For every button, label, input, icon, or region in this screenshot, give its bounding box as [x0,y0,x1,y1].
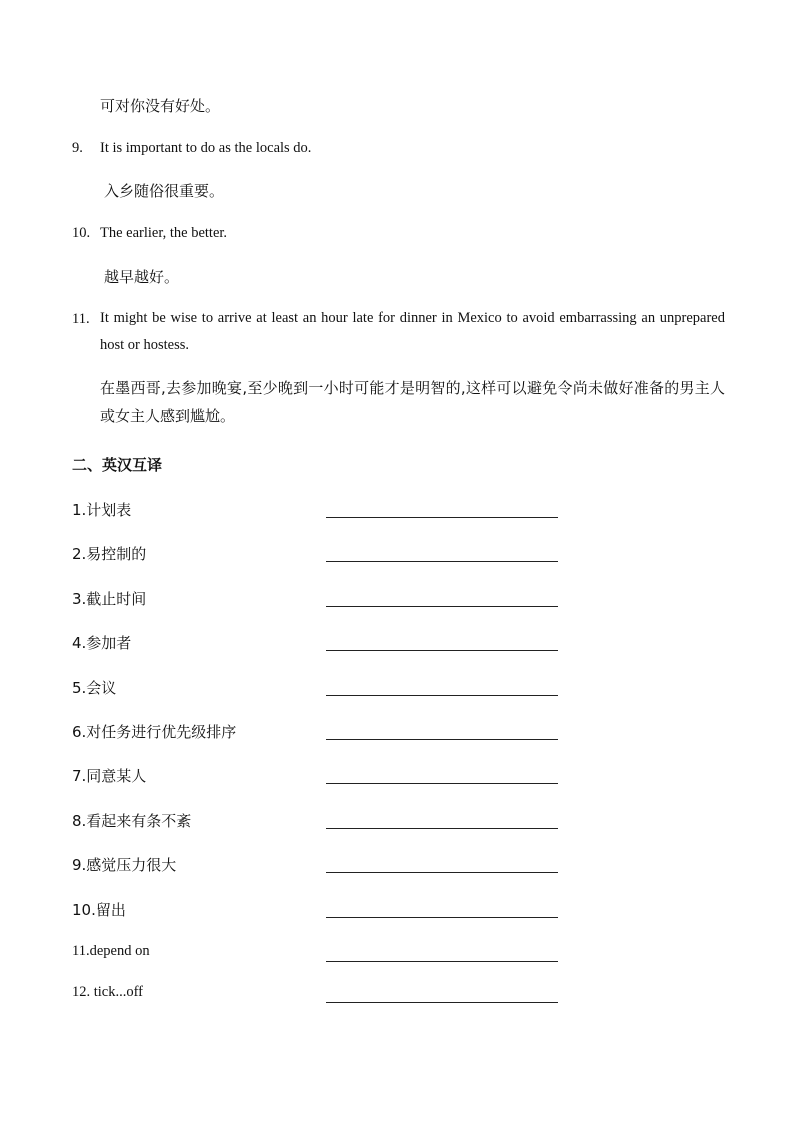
vocab-prompt: 12. tick...off [72,984,144,1000]
item-number-11: 11. [72,311,90,327]
answer-blank[interactable] [326,961,558,962]
vocab-row [72,721,562,743]
item-9-english: It is important to do as the locals do. [100,140,312,156]
vocab-prompt: 8.看起来有条不紊 [72,812,192,830]
answer-blank[interactable] [326,783,558,784]
answer-blank[interactable] [326,917,558,918]
vocab-row [72,984,562,1006]
answer-blank[interactable] [326,606,558,607]
answer-blank[interactable] [326,1002,558,1003]
vocab-row [72,499,562,521]
continuation-translation: 可对你没有好处。 [100,97,221,115]
vocab-row [72,810,562,832]
answer-blank[interactable] [326,828,558,829]
answer-blank[interactable] [326,695,558,696]
answer-blank[interactable] [326,739,558,740]
vocab-prompt: 10.留出 [72,901,126,919]
vocab-row [72,765,562,787]
answer-blank[interactable] [326,872,558,873]
item-number-10: 10. [72,225,91,241]
vocab-prompt: 4.参加者 [72,634,132,652]
vocab-prompt: 9.感觉压力很大 [72,856,177,874]
vocab-prompt: 11.depend on [72,943,150,959]
vocab-prompt: 7.同意某人 [72,767,147,785]
item-9-chinese: 入乡随俗很重要。 [104,182,225,200]
vocab-prompt: 6.对任务进行优先级排序 [72,723,237,741]
vocab-row [72,677,562,699]
vocab-row [72,854,562,876]
item-11-english: It might be wise to arrive at least an hour late for dinner in Mexico to avoid embarrassing an unprepared host or hostess. [100,310,725,353]
item-number-9: 9. [72,140,83,156]
item-10-chinese: 越早越好。 [104,268,180,286]
answer-blank[interactable] [326,561,558,562]
answer-blank[interactable] [326,650,558,651]
section-heading: 二、英汉互译 [72,456,163,474]
vocab-row [72,632,562,654]
vocab-prompt: 1.计划表 [72,501,132,519]
answer-blank[interactable] [326,517,558,518]
vocab-prompt: 5.会议 [72,679,117,697]
item-10-english: The earlier, the better. [100,225,228,241]
item-11-chinese: 在墨西哥,去参加晚宴,至少晚到一小时可能才是明智的,这样可以避免令尚未做好准备的男主人或女主人感到尴尬。 [100,379,725,425]
vocab-prompt: 3.截止时间 [72,590,147,608]
vocab-row [72,943,562,965]
vocab-row [72,588,562,610]
vocab-row [72,899,562,921]
vocab-prompt: 2.易控制的 [72,545,147,563]
vocab-row [72,543,562,565]
